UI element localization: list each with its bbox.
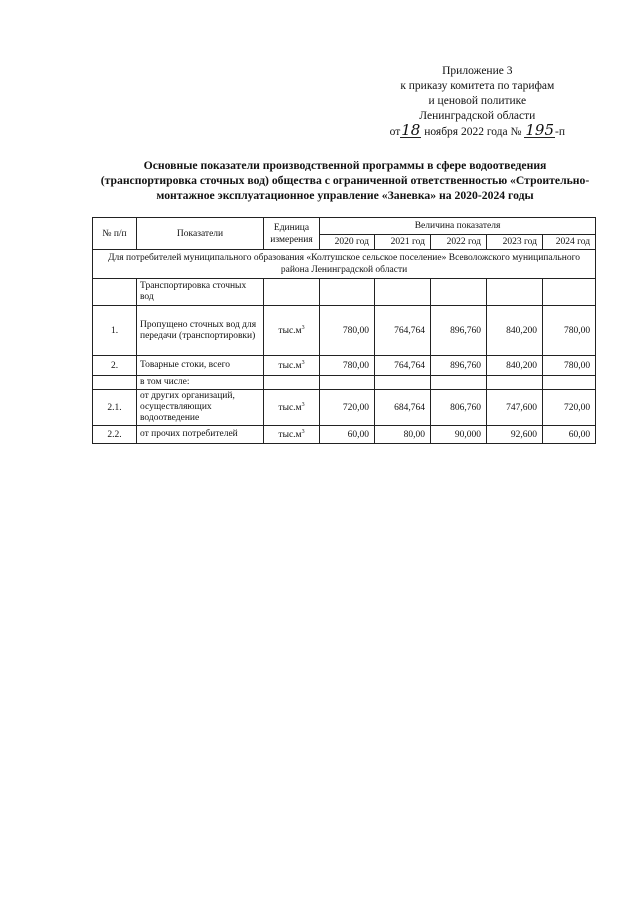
row-unit [264,426,320,444]
value-cell: 806,760 [431,390,487,426]
unit-text: тыс.м [278,325,302,336]
header-value: Величина показателя [320,218,596,235]
date-suffix: -п [555,126,565,138]
unit-text: тыс.м [278,402,302,413]
annex-line-3: и ценовой политике [428,95,527,107]
order-date-line [389,121,565,140]
unit-text: тыс.м [278,360,302,371]
unit-superscript: 3 [301,324,305,331]
value-cell: 896,760 [431,356,487,376]
row-indicator: в том числе: [137,376,264,390]
value-cell: 60,00 [543,426,596,444]
unit-superscript: 3 [301,401,305,408]
value-cell [543,376,596,390]
value-cell [320,279,375,306]
title-line-3: монтажное эксплуатационное управление «Заневка» на 2020-2024 годы [156,189,534,202]
row-number: 2.2. [93,426,137,444]
value-cell [431,376,487,390]
unit-superscript: 3 [301,428,305,435]
value-cell: 684,764 [375,390,431,426]
value-cell: 780,00 [543,306,596,356]
header-year: 2022 год [431,235,487,250]
header-year: 2020 год [320,235,375,250]
value-cell: 92,600 [487,426,543,444]
row-number [93,279,137,306]
value-cell: 90,000 [431,426,487,444]
table-row [93,426,596,444]
annex-line-4: Ленинградской области [419,110,536,122]
annex-line-1: Приложение 3 [442,65,513,77]
header-indicator: Показатели [137,218,264,250]
row-indicator: Товарные стоки, всего [137,356,264,376]
header-unit: Единица измерения [264,218,320,250]
table-row [93,279,596,306]
value-cell: 780,00 [543,356,596,376]
table-row [93,356,596,376]
table-row [93,306,596,356]
value-cell: 780,00 [320,306,375,356]
header-year: 2024 год [543,235,596,250]
row-number [93,376,137,390]
value-cell [487,376,543,390]
indicators-table [92,217,596,444]
value-cell: 60,00 [320,426,375,444]
row-indicator: Пропущено сточных вод для передачи (транспортировки) [137,306,264,356]
value-cell [320,376,375,390]
value-cell: 764,764 [375,306,431,356]
header-year: 2021 год [375,235,431,250]
value-cell [375,376,431,390]
unit-text: тыс.м [278,429,302,440]
date-prefix: от [389,126,401,138]
value-cell: 840,200 [487,306,543,356]
title-line-2: (транспортировка сточных вод) общества с ограниченной ответственностью «Строительно- [100,174,590,187]
row-indicator: от других организаций, осуществляющих водоотведение [137,390,264,426]
value-cell: 764,764 [375,356,431,376]
value-cell [431,279,487,306]
value-cell [543,279,596,306]
value-cell [375,279,431,306]
value-cell: 840,200 [487,356,543,376]
value-cell [487,279,543,306]
header-year: 2023 год [487,235,543,250]
value-cell: 747,600 [487,390,543,426]
row-indicator: Транспортировка сточных вод [137,279,264,306]
value-cell: 720,00 [320,390,375,426]
unit-superscript: 3 [301,359,305,366]
title-line-1: Основные показатели производственной программы в сфере водоотведения [143,159,547,172]
value-cell: 80,00 [375,426,431,444]
order-number-handwritten: 195 [525,121,555,139]
row-number: 1. [93,306,137,356]
document-title [95,158,595,203]
header-num: № п/п [93,218,137,250]
annex-line-2: к приказу комитета по тарифам [400,80,555,92]
section-row: Для потребителей муниципального образования «Колтушское сельское поселение» Всеволожского муниципального района Ленинградской области [93,250,596,279]
row-number: 2.1. [93,390,137,426]
row-unit [264,390,320,426]
row-unit [264,356,320,376]
value-cell: 896,760 [431,306,487,356]
row-number: 2. [93,356,137,376]
date-middle: ноября 2022 года № [424,126,522,138]
value-cell: 720,00 [543,390,596,426]
order-day-handwritten: 18 [401,121,421,139]
row-unit [264,376,320,390]
annex-block [390,64,565,140]
table-row [93,390,596,426]
row-unit [264,279,320,306]
table-row [93,376,596,390]
value-cell: 780,00 [320,356,375,376]
row-unit [264,306,320,356]
row-indicator: от прочих потребителей [137,426,264,444]
